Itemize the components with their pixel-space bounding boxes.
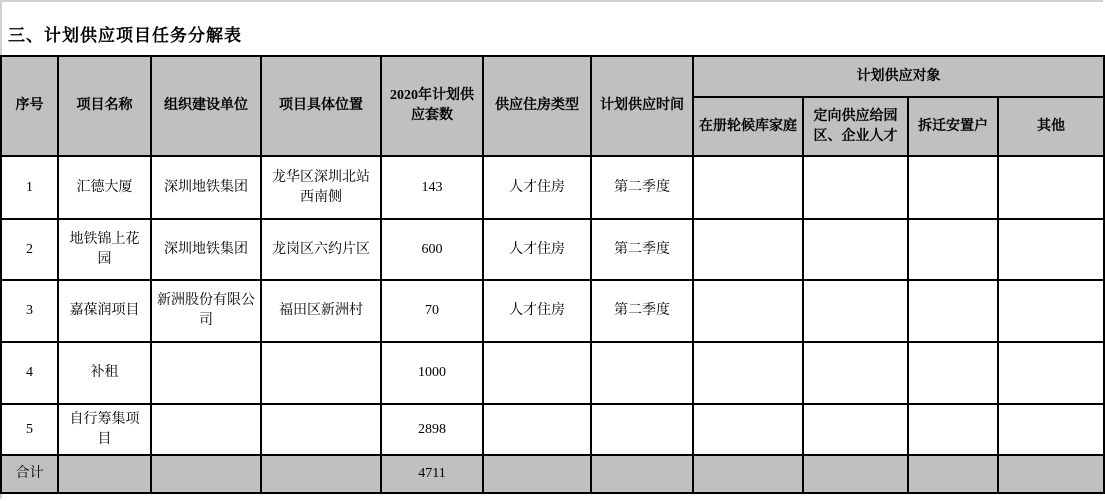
table-cell (908, 280, 998, 342)
table-row (1, 404, 1104, 455)
table-cell (693, 342, 803, 404)
table-cell: 人才住房 (483, 219, 591, 280)
table-cell: 深圳地铁集团 (151, 156, 261, 219)
table-cell (803, 342, 908, 404)
table-cell: 2898 (381, 404, 483, 455)
col-header-relocation-households: 拆迁安置户 (908, 97, 998, 156)
table-cell: 70 (381, 280, 483, 342)
table-cell: 深圳地铁集团 (151, 219, 261, 280)
table-cell: 嘉葆润项目 (58, 280, 151, 342)
col-header-other: 其他 (998, 97, 1104, 156)
col-header-org-unit: 组织建设单位 (151, 56, 261, 156)
table-cell: 补租 (58, 342, 151, 404)
table-cell (998, 156, 1104, 219)
table-cell: 第二季度 (591, 219, 693, 280)
col-header-housing-type: 供应住房类型 (483, 56, 591, 156)
col-header-index: 序号 (1, 56, 58, 156)
table-cell (591, 342, 693, 404)
col-header-supply-time: 计划供应时间 (591, 56, 693, 156)
table-cell: 自行筹集项目 (58, 404, 151, 455)
projects-table (0, 55, 1105, 494)
table-cell (151, 342, 261, 404)
col-header-planned-units-2020: 2020年计划供应套数 (381, 56, 483, 156)
table-cell (591, 455, 693, 493)
table-cell (908, 156, 998, 219)
total-label-cell: 合计 (1, 455, 58, 493)
table-cell: 汇德大厦 (58, 156, 151, 219)
table-header (1, 56, 1104, 156)
table-cell (693, 404, 803, 455)
table-cell: 第二季度 (591, 280, 693, 342)
table-cell (261, 404, 381, 455)
table-cell: 3 (1, 280, 58, 342)
table-cell: 龙华区深圳北站西南侧 (261, 156, 381, 219)
total-units-cell: 4711 (381, 455, 483, 493)
col-header-waitlist-families: 在册轮候库家庭 (693, 97, 803, 156)
table-cell: 143 (381, 156, 483, 219)
group-header-supply-target: 计划供应对象 (693, 56, 1104, 97)
table-cell (58, 455, 151, 493)
table-cell: 地铁锦上花园 (58, 219, 151, 280)
table-cell: 人才住房 (483, 280, 591, 342)
table-row (1, 280, 1104, 342)
table-cell: 新洲股份有限公司 (151, 280, 261, 342)
table-row (1, 342, 1104, 404)
table-row (1, 219, 1104, 280)
table-cell: 人才住房 (483, 156, 591, 219)
table-cell: 600 (381, 219, 483, 280)
table-cell (803, 280, 908, 342)
table-cell: 龙岗区六约片区 (261, 219, 381, 280)
table-cell (998, 455, 1104, 493)
total-row (1, 455, 1104, 493)
table-cell (908, 404, 998, 455)
table-cell (998, 219, 1104, 280)
page-title: 三、计划供应项目任务分解表 (8, 26, 242, 45)
table-cell (261, 342, 381, 404)
table-cell (908, 455, 998, 493)
table-cell: 5 (1, 404, 58, 455)
table-row (1, 156, 1104, 219)
table-cell (998, 342, 1104, 404)
table-cell: 4 (1, 342, 58, 404)
table-cell (803, 404, 908, 455)
table-cell (908, 219, 998, 280)
table-cell (151, 455, 261, 493)
table-cell: 1000 (381, 342, 483, 404)
col-header-park-enterprise-talent: 定向供应给园区、企业人才 (803, 97, 908, 156)
table-header-row-top (1, 56, 1104, 97)
table-cell (803, 455, 908, 493)
table-cell: 福田区新洲村 (261, 280, 381, 342)
col-header-location: 项目具体位置 (261, 56, 381, 156)
table-cell (998, 404, 1104, 455)
table-cell (591, 404, 693, 455)
table-cell (998, 280, 1104, 342)
col-header-project-name: 项目名称 (58, 56, 151, 156)
table-cell (483, 455, 591, 493)
table-cell (261, 455, 381, 493)
table-cell: 1 (1, 156, 58, 219)
table-cell (803, 219, 908, 280)
table-cell (483, 404, 591, 455)
table-cell (151, 404, 261, 455)
table-cell (908, 342, 998, 404)
table-cell (693, 455, 803, 493)
table-cell: 第二季度 (591, 156, 693, 219)
table-body (1, 156, 1104, 493)
table-cell: 2 (1, 219, 58, 280)
table-cell (483, 342, 591, 404)
table-cell (803, 156, 908, 219)
table-cell (693, 219, 803, 280)
table-cell (693, 156, 803, 219)
table-cell (693, 280, 803, 342)
